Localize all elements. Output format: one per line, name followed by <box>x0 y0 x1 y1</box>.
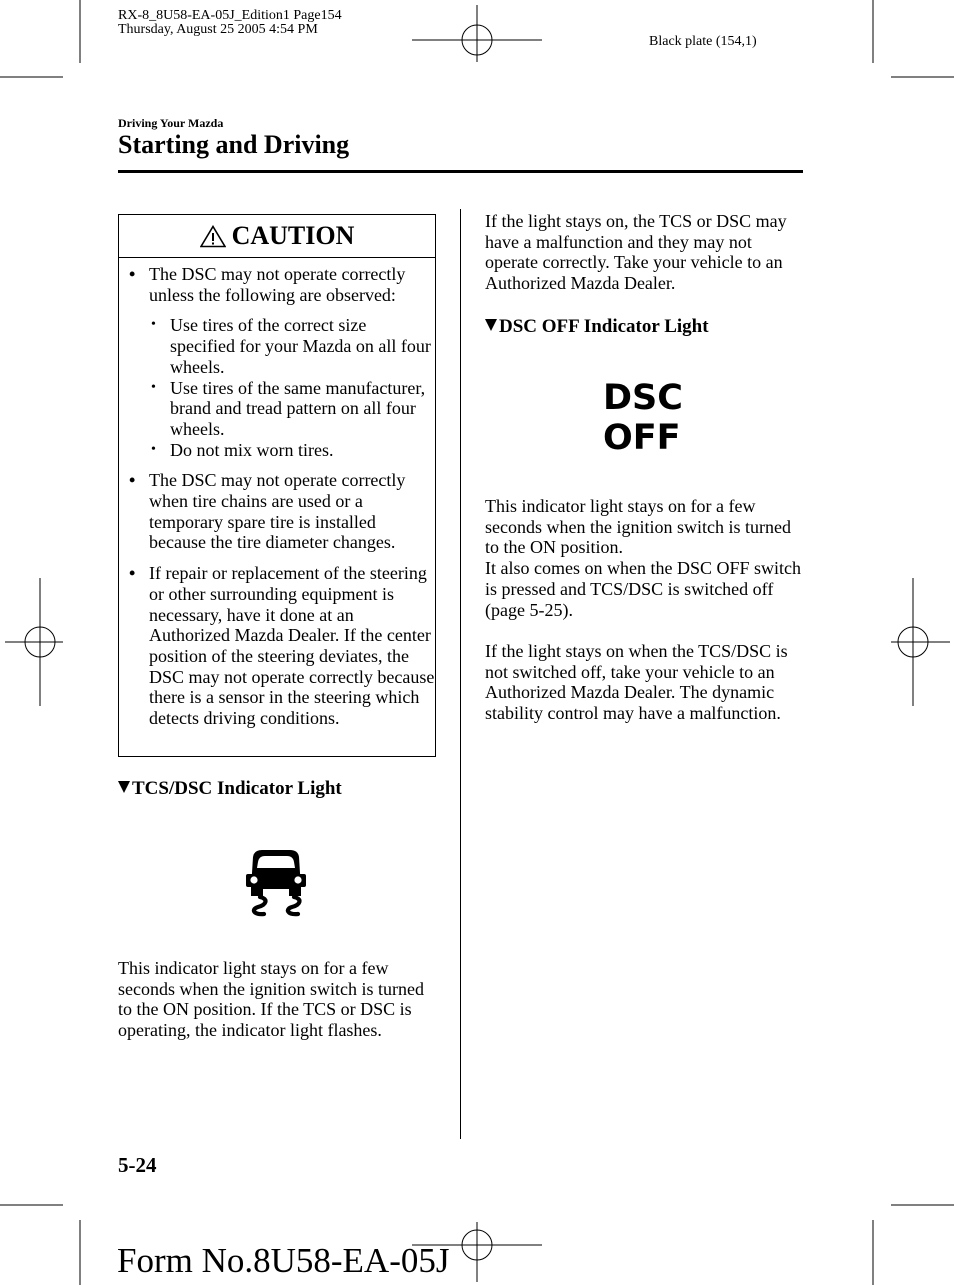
tcs-dsc-body: This indicator light stays on for a few seconds when the ignition switch is turned to the ON position. If the TCS or DSC is operating, the indicator light flashes. <box>118 958 424 1041</box>
triangle-marker-icon <box>118 781 130 793</box>
file-info: RX-8_8U58-EA-05J_Edition1 Page154 <box>118 8 342 23</box>
dsc-off-line2: OFF <box>603 418 681 458</box>
bullet-icon: • <box>129 563 136 584</box>
caution-item-text: The DSC may not operate correctly when tire chains are used or a temporary spare tire is installed because the tire diameter changes. <box>149 470 406 553</box>
bullet-icon: • <box>129 264 136 284</box>
form-number: Form No.8U58-EA-05J <box>117 1241 450 1280</box>
bullet-icon: • <box>129 470 136 491</box>
dsc-off-para1b: It also comes on when the DSC OFF switch is pressed and TCS/DSC is switched off (page 5-25). <box>485 558 801 620</box>
column-divider <box>460 209 461 1139</box>
caution-header <box>119 215 435 258</box>
title-rule <box>118 170 803 173</box>
dsc-off-para2: If the light stays on when the TCS/DSC is not switched off, take your vehicle to an Authorized Mazda Dealer. The dynamic stability control may have a malfunction. <box>485 640 788 724</box>
section-label: Driving Your Mazda <box>118 116 224 130</box>
caution-item-text: The DSC may not operate correctly unless the following are observed: <box>149 264 406 305</box>
sub-bullet-icon: • <box>151 379 156 395</box>
caution-subitem-text: Use tires of the same manufacturer, brand and tread pattern on all four wheels. <box>170 377 426 439</box>
caution-subitem-text: Use tires of the correct size specified for your Mazda on all four wheels. <box>170 315 431 377</box>
warning-triangle-icon <box>200 225 226 248</box>
triangle-marker-icon <box>485 319 497 331</box>
dsc-off-heading-text: DSC OFF Indicator Light <box>499 316 709 337</box>
tcs-dsc-heading <box>118 778 342 800</box>
skidding-car-icon <box>238 843 314 919</box>
plate-info: Black plate (154,1) <box>649 34 757 49</box>
caution-item <box>119 264 435 305</box>
page-number: 5-24 <box>118 1153 157 1177</box>
page-title: Starting and Driving <box>118 130 350 159</box>
caution-subitem <box>119 315 435 377</box>
dsc-off-heading <box>485 316 709 338</box>
caution-item-text: If repair or replacement of the steering or other surrounding equipment is necessary, have it done at an Authorized Mazda Dealer. If the center position of the steering deviates, the DSC may not operate correctly because there is a sensor in the steering which detects driving conditions. <box>149 563 435 729</box>
right-intro: If the light stays on, the TCS or DSC may have a malfunction and they may not operate correctly. Take your vehicle to an Authorized Mazda Dealer. <box>485 211 787 294</box>
caution-subitem-text: Do not mix worn tires. <box>170 439 334 460</box>
dsc-off-line1: DSC <box>603 378 683 418</box>
caution-box <box>118 214 436 757</box>
sub-bullet-icon: • <box>151 441 156 457</box>
dsc-off-para1a: This indicator light stays on for a few seconds when the ignition switch is turned to the ON position. <box>485 496 791 558</box>
dsc-off-body <box>485 496 807 724</box>
caution-title: CAUTION <box>231 221 355 250</box>
caution-item <box>119 563 435 729</box>
dsc-off-indicator <box>603 378 683 458</box>
caution-subitem <box>119 378 435 440</box>
caution-item <box>119 470 435 553</box>
print-datetime: Thursday, August 25 2005 4:54 PM <box>118 22 318 37</box>
caution-subitem <box>119 440 435 461</box>
sub-bullet-icon: • <box>151 317 156 333</box>
tcs-dsc-heading-text: TCS/DSC Indicator Light <box>132 778 342 799</box>
